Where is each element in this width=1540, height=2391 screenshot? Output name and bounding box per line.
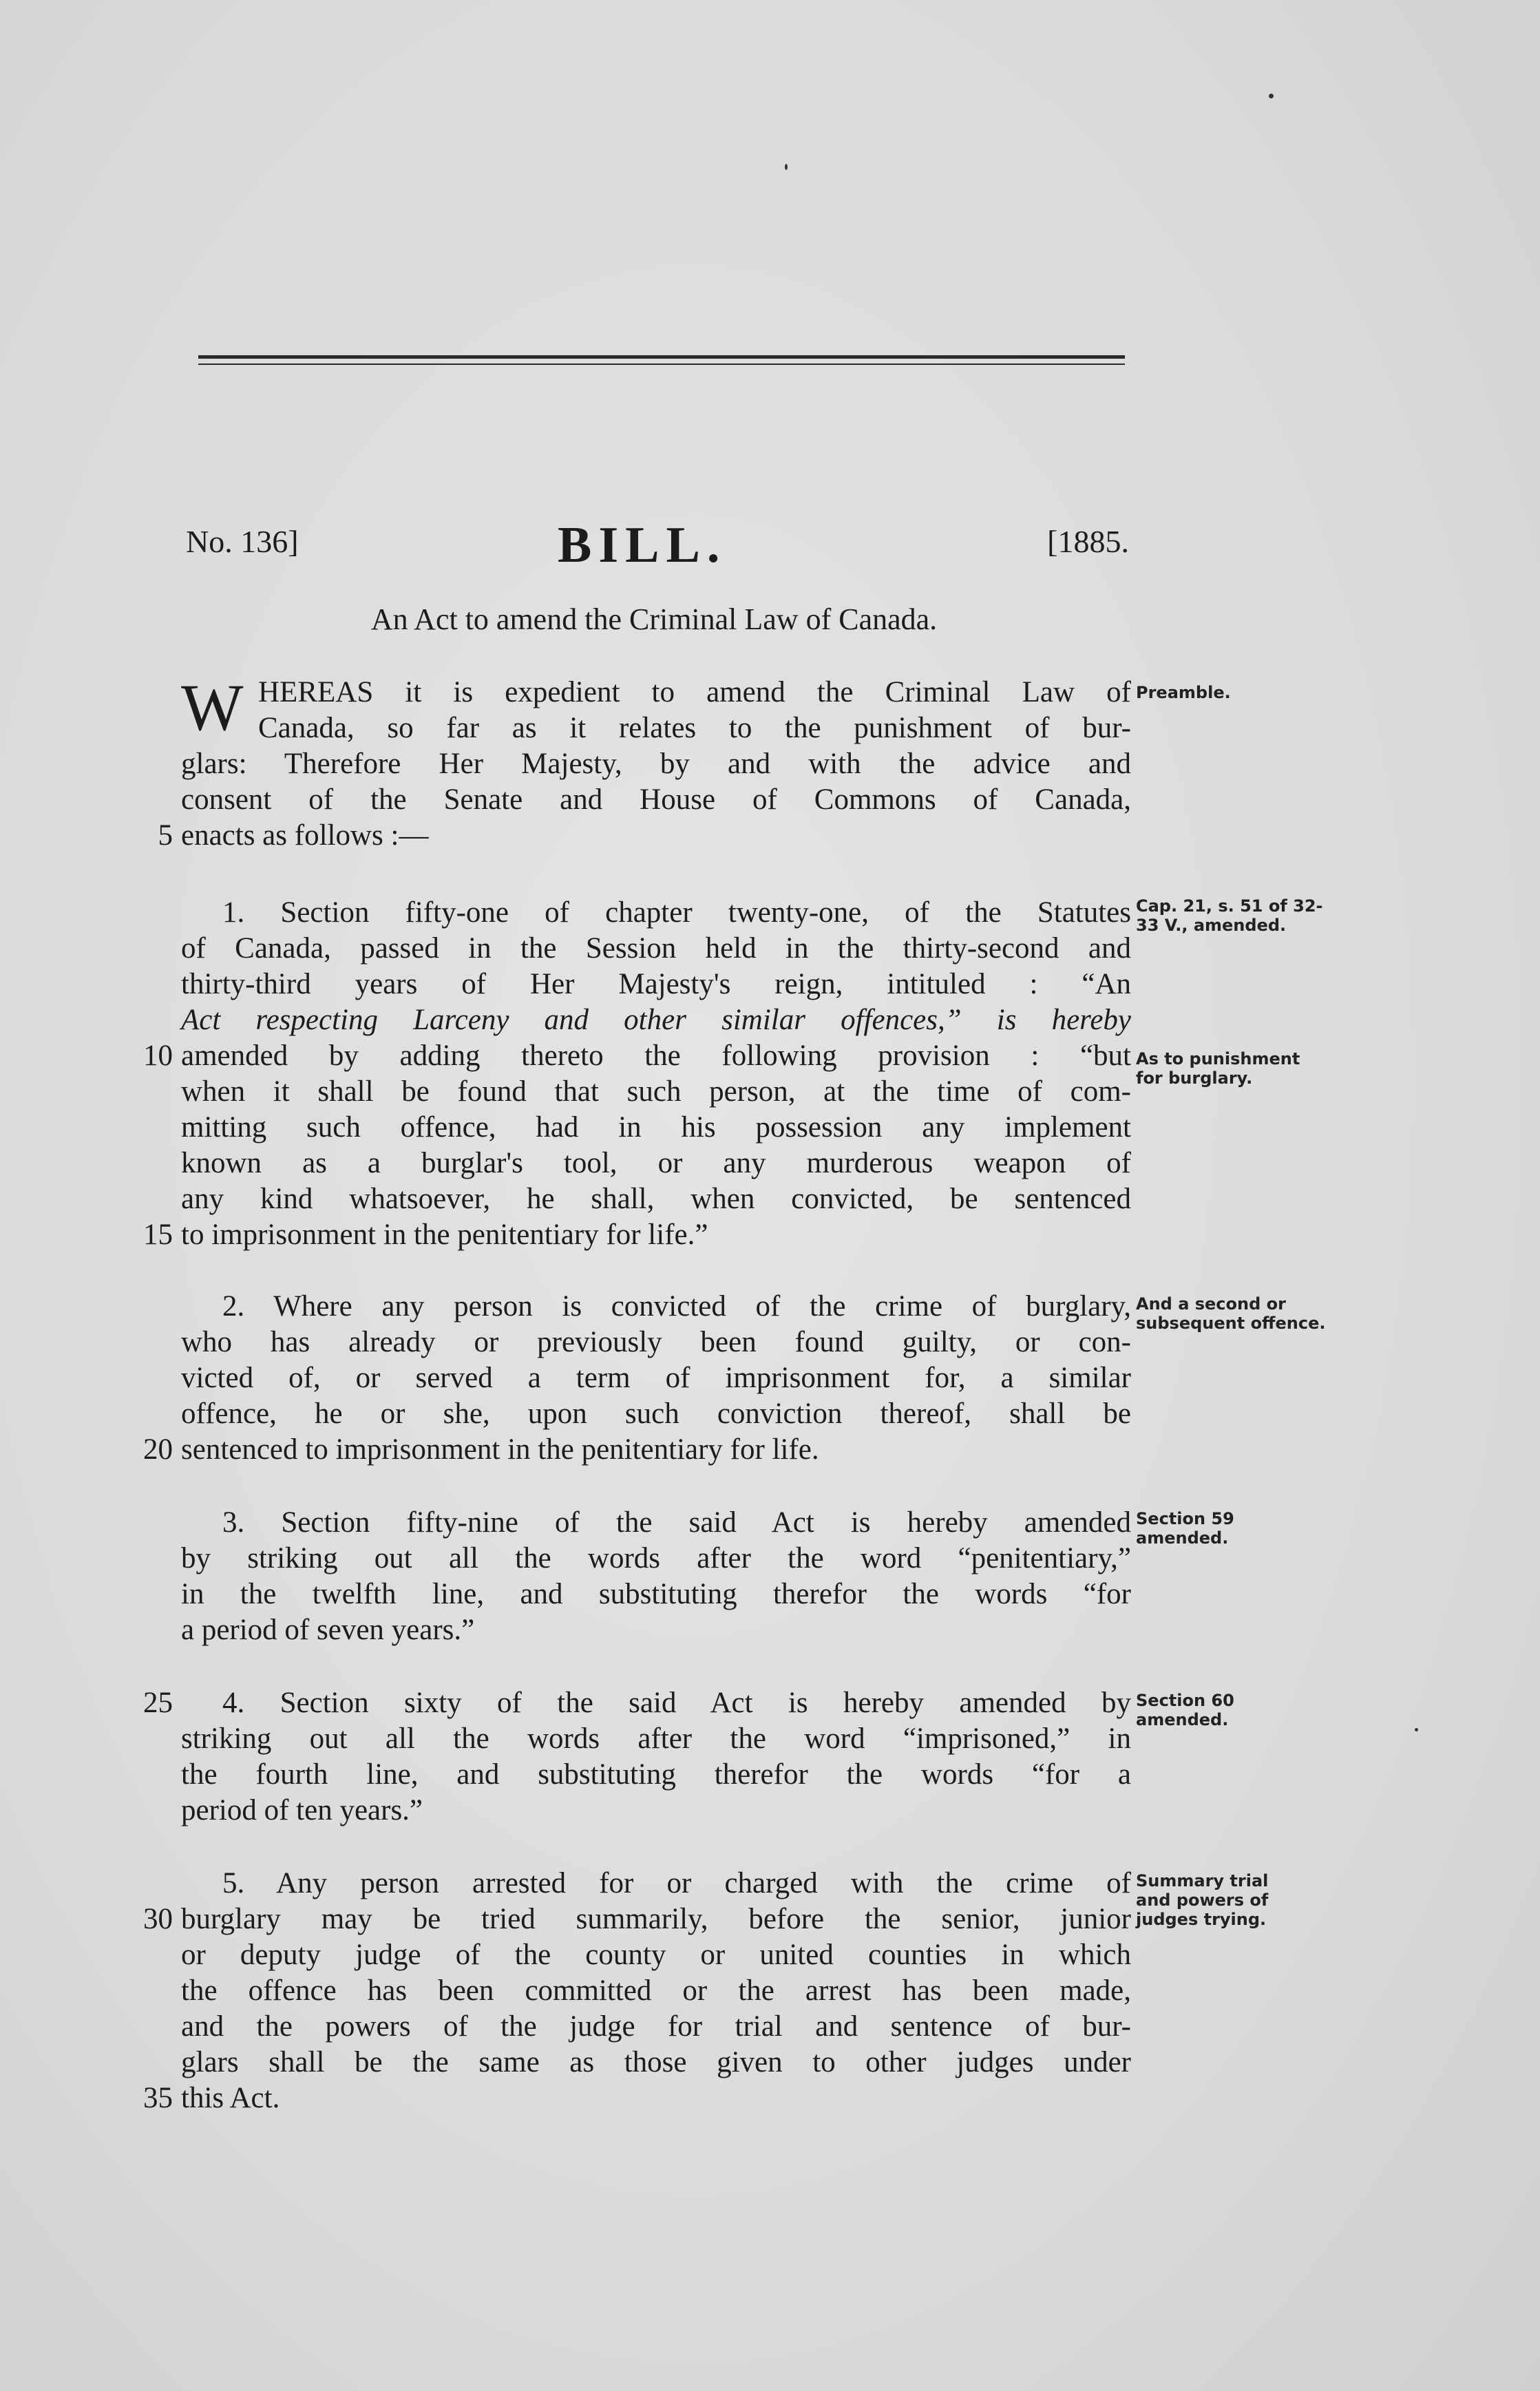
section-line (181, 1002, 1131, 1038)
preamble-line (158, 818, 1131, 854)
section-line (181, 1110, 1131, 1146)
section-line-text: thirty-third years of Her Majesty's reign, intituled : “An (181, 968, 1131, 1000)
section-1 (143, 895, 1131, 1253)
line-number: 20 (143, 1433, 173, 1466)
section-line (143, 1038, 1131, 1074)
section-line (181, 1360, 1131, 1396)
margin-note-preamble: Preamble. (1136, 683, 1231, 702)
margin-note-section-2: And a second or subsequent offence. (1136, 1294, 1326, 1333)
section-line (181, 1937, 1131, 1973)
section-line-text: glars shall be the same as those given to other judges under (181, 2046, 1131, 2078)
preamble-line (181, 710, 1131, 746)
section-line (181, 1505, 1131, 1541)
section-line-text: 1. Section fifty-one of chapter twenty-one, of the Statutes (222, 896, 1131, 929)
section-line (181, 1146, 1131, 1181)
preamble-line (181, 782, 1131, 818)
preamble-line-text: enacts as follows :— (181, 819, 429, 852)
line-number: 15 (143, 1219, 173, 1251)
section-line-text: 2. Where any person is convicted of the crime of burglary, (222, 1290, 1131, 1323)
section-line-text: when it shall be found that such person, at the time of com- (181, 1075, 1131, 1108)
top-rule-thin (198, 364, 1125, 365)
margin-note-section-3: Section 59 amended. (1136, 1509, 1234, 1548)
section-line (181, 1577, 1131, 1612)
speck-mark (1269, 94, 1274, 98)
section-line-text: of Canada, passed in the Session held in the thirty-second and (181, 932, 1131, 965)
section-line (143, 1432, 1131, 1468)
section-line (181, 2045, 1131, 2081)
preamble-line-text: glars: Therefore Her Majesty, by and with the advice and (181, 748, 1131, 780)
section-line (143, 1685, 1131, 1721)
section-line-text: and the powers of the judge for trial and sentence of bur- (181, 2010, 1131, 2043)
section-line (143, 1902, 1131, 1937)
section-line (181, 1181, 1131, 1217)
section-line-text: victed of, or served a term of imprisonment for, a similar (181, 1362, 1131, 1394)
bill-number: No. 136] (186, 524, 299, 559)
section-line-text: the offence has been committed or the arrest has been made, (181, 1974, 1131, 2007)
section-line (181, 1721, 1131, 1757)
section-line (143, 2081, 1131, 2116)
section-line-text: or deputy judge of the county or united counties in which (181, 1939, 1131, 1971)
line-number: 25 (143, 1687, 173, 1719)
section-line (181, 1612, 1131, 1648)
bill-label: BILL. (558, 517, 727, 573)
section-line-text: to imprisonment in the penitentiary for life.” (181, 1219, 708, 1251)
section-5 (143, 1866, 1131, 2116)
speck-mark (785, 164, 788, 170)
preamble (158, 671, 1131, 854)
section-line-text: 3. Section fifty-nine of the said Act is hereby amended (222, 1506, 1131, 1539)
section-line (181, 1757, 1131, 1793)
line-number: 10 (143, 1040, 173, 1072)
section-line-text: offence, he or she, upon such conviction thereof, shall be (181, 1398, 1131, 1430)
section-line (181, 1541, 1131, 1577)
section-line-text: the fourth line, and substituting therefor the words “for a (181, 1758, 1131, 1791)
margin-note-section-1-burglary: As to punishment for burglary. (1136, 1049, 1300, 1088)
section-line-text: by striking out all the words after the word “penitentiary,” (181, 1542, 1131, 1574)
section-line-text: amended by adding thereto the following provision : “but (181, 1040, 1131, 1072)
preamble-line (181, 746, 1131, 782)
preamble-line-text: Canada, so far as it relates to the punishment of bur- (258, 712, 1131, 744)
section-2 (143, 1289, 1131, 1468)
section-line (181, 1396, 1131, 1432)
section-line-text: known as a burglar's tool, or any murderous weapon of (181, 1147, 1131, 1179)
line-number: 35 (143, 2082, 173, 2114)
section-line (181, 1289, 1131, 1325)
section-line-text: burglary may be tried summarily, before the senior, junior (181, 1903, 1131, 1935)
section-line-text: who has already or previously been found guilty, or con- (181, 1326, 1131, 1358)
section-line-text: Act respecting Larceny and other similar offences,” is hereby (181, 1004, 1131, 1036)
top-rule (198, 355, 1125, 359)
margin-note-section-1: Cap. 21, s. 51 of 32-33 V., amended. (1136, 896, 1323, 935)
section-line (143, 1217, 1131, 1253)
section-line (181, 931, 1131, 967)
drop-cap: W (181, 671, 244, 744)
section-4 (143, 1685, 1131, 1829)
preamble-line-text: HEREAS it is expedient to amend the Criminal Law of (258, 676, 1131, 708)
speck-mark (1415, 1728, 1418, 1731)
section-line (181, 967, 1131, 1002)
section-line (181, 895, 1131, 931)
section-line-text: period of ten years.” (181, 1794, 423, 1826)
line-number: 30 (143, 1903, 173, 1935)
section-line (181, 1973, 1131, 2009)
section-line-text: in the twelfth line, and substituting therefor the words “for (181, 1578, 1131, 1610)
section-line (181, 1793, 1131, 1829)
section-line (181, 2009, 1131, 2045)
bill-header (186, 516, 1129, 578)
margin-note-section-5: Summary trial and powers of judges trying. (1136, 1871, 1269, 1929)
section-line-text: sentenced to imprisonment in the penitentiary for life. (181, 1433, 819, 1466)
section-line-text: 4. Section sixty of the said Act is hereby amended by (222, 1687, 1131, 1719)
section-line-text: this Act. (181, 2082, 280, 2114)
section-line-text: striking out all the words after the word “imprisoned,” in (181, 1723, 1131, 1755)
margin-note-section-4: Section 60 amended. (1136, 1691, 1234, 1729)
bill-year: [1885. (1047, 524, 1129, 559)
act-title: An Act to amend the Criminal Law of Canada. (370, 602, 938, 636)
section-3 (181, 1505, 1131, 1648)
section-line-text: any kind whatsoever, he shall, when convicted, be sentenced (181, 1183, 1131, 1215)
section-line (181, 1866, 1131, 1902)
section-line-text: a period of seven years.” (181, 1614, 475, 1646)
section-line (181, 1325, 1131, 1360)
preamble-line-text: consent of the Senate and House of Commons of Canada, (181, 783, 1131, 816)
section-line-text: mitting such offence, had in his possession any implement (181, 1111, 1131, 1144)
line-number: 5 (158, 819, 173, 852)
section-line-text: 5. Any person arrested for or charged with the crime of (222, 1867, 1131, 1899)
section-line (181, 1074, 1131, 1110)
